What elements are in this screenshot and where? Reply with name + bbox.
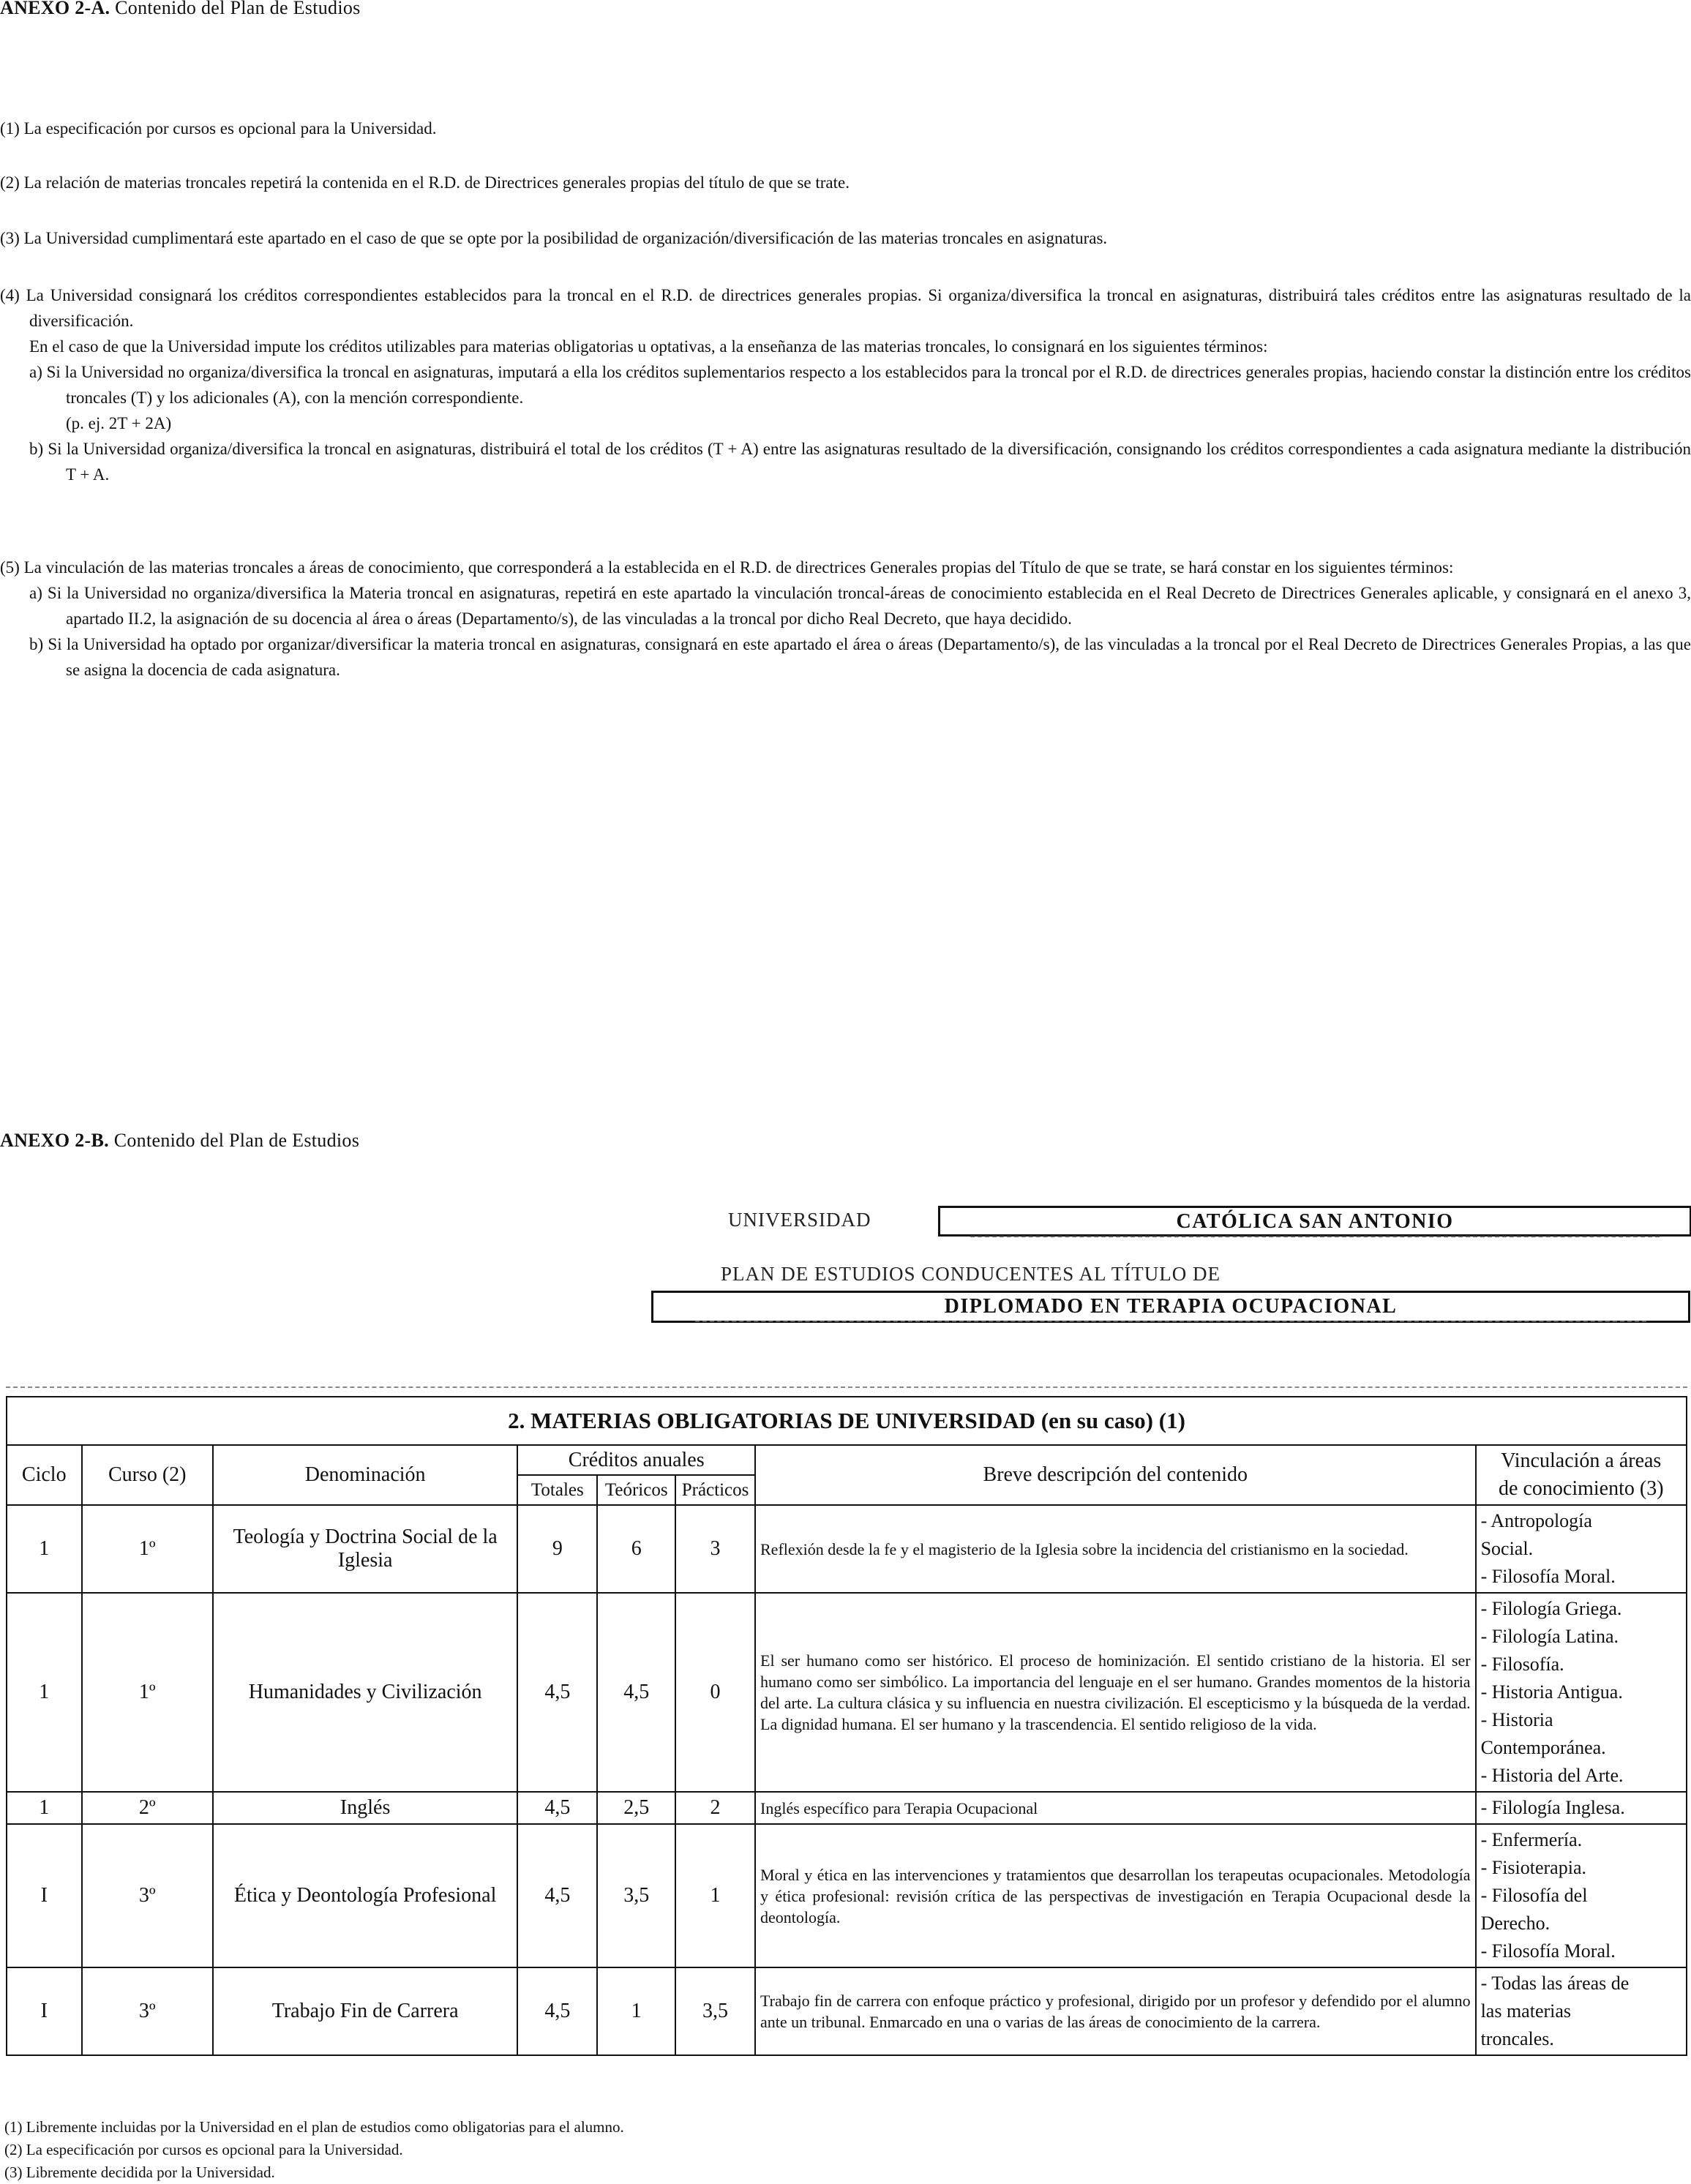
plan-label: PLAN DE ESTUDIOS CONDUCENTES AL TÍTULO DE	[721, 1263, 1221, 1285]
area-item: - Filología Inglesa.	[1480, 1797, 1625, 1818]
footnote-1: (1) Libremente incluidas por la Universidad en el plan de estudios como obligatorias para el alumno.	[4, 2118, 624, 2136]
header-curso: Curso (2)	[82, 1445, 213, 1505]
area-item: - Filosofía Moral.	[1480, 1566, 1616, 1587]
area-item: - Todas las áreas de	[1480, 1973, 1630, 1994]
table-row	[7, 1967, 1687, 2055]
anexo-b-title: Contenido del Plan de Estudios	[113, 1130, 360, 1151]
footnotes	[4, 2116, 624, 2184]
area-item: - Filosofía del	[1480, 1885, 1588, 1906]
cell-areas	[1476, 1505, 1687, 1593]
cell-curso: 1º	[82, 1505, 213, 1593]
anexo-b-label: ANEXO 2-B.	[0, 1130, 109, 1151]
cell-curso: 3º	[82, 1824, 213, 1967]
table-title: 2. MATERIAS OBLIGATORIAS DE UNIVERSIDAD (en su caso) (1)	[7, 1397, 1687, 1445]
header-totales: Totales	[517, 1475, 597, 1505]
table-row	[7, 1824, 1687, 1967]
area-item: - Filosofía.	[1480, 1654, 1564, 1675]
note-4-a: a) Si la Universidad no organiza/diversifica la troncal en asignaturas, imputará a ella los créditos suplementarios respecto a los establecidos para la troncal por el R.D. de directrices generales propias, haciendo constar la distinción entre los créditos troncales (T) y los adicionales (A), con la mención correspondiente.	[29, 363, 1691, 407]
cell-areas	[1476, 1967, 1687, 2055]
area-item: - Historia Antigua.	[1480, 1681, 1623, 1703]
note-3-wrap	[0, 225, 1691, 251]
table-row	[7, 1792, 1687, 1824]
cell-totales: 4,5	[517, 1967, 597, 2055]
cell-curso: 2º	[82, 1792, 213, 1824]
cell-totales: 4,5	[517, 1824, 597, 1967]
cell-teoricos: 6	[597, 1505, 675, 1593]
cell-ciclo: I	[7, 1967, 82, 2055]
area-item: - Filología Griega.	[1480, 1598, 1622, 1619]
cell-practicos: 3,5	[675, 1967, 755, 2055]
anexo-a-notes	[0, 116, 1691, 141]
note-4-wrap	[0, 282, 1691, 487]
cell-totales: 4,5	[517, 1792, 597, 1824]
cell-ciclo: I	[7, 1824, 82, 1967]
cell-areas	[1476, 1792, 1687, 1824]
header-ciclo: Ciclo	[7, 1445, 82, 1505]
plan-field	[651, 1291, 1690, 1323]
table-row	[7, 1593, 1687, 1792]
note-4-line-2: En el caso de que la Universidad impute los créditos utilizables para materias obligatorias u optativas, a la enseñanza de las materias troncales, lo consignará en los siguientes términos:	[29, 337, 1268, 356]
area-item: - Historia	[1480, 1709, 1553, 1730]
cell-practicos: 3	[675, 1505, 755, 1593]
cell-practicos: 1	[675, 1824, 755, 1967]
note-5-a: a) Si la Universidad no organiza/diversifica la Materia troncal en asignaturas, repetirá en este apartado la vinculación troncal-áreas de conocimiento establecida en el Real Decreto de Directrices Generales aplicable, y consignará en el anexo 3, apartado II.2, la asignación de su docencia al área o áreas (Departamento/s), de las vinculadas a la troncal por dicho Real Decreto, que haya decidido.	[29, 584, 1691, 628]
cell-areas	[1476, 1593, 1687, 1792]
note-5-wrap	[0, 555, 1691, 683]
header-teoricos: Teóricos	[597, 1475, 675, 1505]
cell-descripcion: Trabajo fin de carrera con enfoque práctico y profesional, dirigido por un profesor y defendido por el alumno ante un tribunal. Enmarcado en una o varias de las áreas de conocimiento de la carrera.	[755, 1967, 1476, 2055]
cell-curso: 3º	[82, 1967, 213, 2055]
cell-teoricos: 2,5	[597, 1792, 675, 1824]
anexo-a-label: ANEXO 2-A.	[0, 0, 110, 18]
plan-value: DIPLOMADO EN TERAPIA OCUPACIONAL	[695, 1293, 1647, 1322]
cell-teoricos: 1	[597, 1967, 675, 2055]
cell-descripcion: Reflexión desde la fe y el magisterio de la Iglesia sobre la incidencia del cristianismo en la sociedad.	[755, 1505, 1476, 1593]
cell-teoricos: 4,5	[597, 1593, 675, 1792]
cell-denominacion: Teología y Doctrina Social de la Iglesia	[213, 1505, 517, 1593]
cell-descripcion: El ser humano como ser histórico. El proceso de hominización. El sentido cristiano de la historia. El ser humano como ser simbólico. La importancia del lenguaje en el ser humano. Grandes momentos de la historia del arte. La cultura clásica y su influencia en nuestra civilización. El escepticismo y la búsqueda de la verdad. La dignidad humana. El ser humano y la trascendencia. El sentido religioso de la vida.	[755, 1593, 1476, 1792]
note-4-b: b) Si la Universidad organiza/diversifica la troncal en asignaturas, distribuirá el total de los créditos (T + A) entre las asignaturas resultado de la diversificación, consignando los créditos correspondientes a cada asignatura mediante la distribución T + A.	[29, 440, 1691, 484]
area-item: Derecho.	[1480, 1913, 1551, 1934]
area-item: - Historia del Arte.	[1480, 1765, 1624, 1786]
header-row-1	[7, 1445, 1687, 1475]
cell-teoricos: 3,5	[597, 1824, 675, 1967]
header-vinculacion-line-2: de conocimiento (3)	[1499, 1477, 1664, 1500]
table-title-row	[7, 1397, 1687, 1445]
area-item: - Filosofía Moral.	[1480, 1940, 1616, 1962]
header-creditos: Créditos anuales	[517, 1445, 755, 1475]
note-2: (2) La relación de materias troncales repetirá la contenida en el R.D. de Directrices generales propias del título de que se trate.	[0, 173, 850, 192]
header-denominacion: Denominación	[213, 1445, 517, 1505]
note-4-a-example: (p. ej. 2T + 2A)	[66, 414, 172, 432]
area-item: Contemporánea.	[1480, 1737, 1606, 1758]
cell-denominacion: Humanidades y Civilización	[213, 1593, 517, 1792]
header-vinculacion-line-1: Vinculación a áreas	[1501, 1449, 1662, 1472]
area-item: Social.	[1480, 1538, 1534, 1559]
note-4-line-1: (4) La Universidad consignará los créditos correspondientes establecidos para la troncal en el R.D. de directrices generales propias. Si organiza/diversifica la troncal en asignaturas, distribuirá tales créditos entre las asignaturas resultado de la diversificación.	[0, 286, 1691, 330]
table-top-separator	[6, 1386, 1687, 1388]
cell-ciclo: 1	[7, 1593, 82, 1792]
anexo-a-title: Contenido del Plan de Estudios	[115, 0, 361, 18]
cell-totales: 9	[517, 1505, 597, 1593]
area-item: - Antropología	[1480, 1510, 1592, 1531]
cell-descripcion: Moral y ética en las intervenciones y tratamientos que desarrollan los terapeutas ocupacionales. Metodología y ética profesional: revisión crítica de las perspectivas de investigación en Terapia Ocupacional desde la deontología.	[755, 1824, 1476, 1967]
cell-practicos: 2	[675, 1792, 755, 1824]
cell-totales: 4,5	[517, 1593, 597, 1792]
cell-denominacion: Ética y Deontología Profesional	[213, 1824, 517, 1967]
anexo-b-heading	[0, 1130, 359, 1152]
area-item: - Filología Latina.	[1480, 1626, 1619, 1647]
cell-practicos: 0	[675, 1593, 755, 1792]
area-item: - Enfermería.	[1480, 1829, 1583, 1850]
cell-curso: 1º	[82, 1593, 213, 1792]
note-5-line-1: (5) La vinculación de las materias troncales a áreas de conocimiento, que corresponderá a la establecida en el R.D. de directrices Generales propias del Título de que se trate, se hará constar en los siguientes términos:	[0, 558, 1454, 577]
cell-descripcion: Inglés específico para Terapia Ocupacional	[755, 1792, 1476, 1824]
table-row	[7, 1505, 1687, 1593]
cell-ciclo: 1	[7, 1505, 82, 1593]
cell-areas	[1476, 1824, 1687, 1967]
header-practicos: Prácticos	[675, 1475, 755, 1505]
note-2-wrap	[0, 170, 1691, 195]
cell-denominacion: Trabajo Fin de Carrera	[213, 1967, 517, 2055]
note-1: (1) La especificación por cursos es opcional para la Universidad.	[0, 119, 437, 138]
area-item: troncales.	[1480, 2028, 1554, 2049]
header-vinculacion	[1476, 1445, 1687, 1505]
universidad-field	[938, 1206, 1691, 1237]
footnote-3: (3) Libremente decidida por la Universidad.	[4, 2164, 275, 2181]
note-3: (3) La Universidad cumplimentará este apartado en el caso de que se opte por la posibilidad de organización/diversificación de las materias troncales en asignaturas.	[0, 229, 1108, 247]
materias-table	[6, 1396, 1687, 2056]
area-item: - Fisioterapia.	[1480, 1857, 1586, 1878]
universidad-label: UNIVERSIDAD	[728, 1209, 871, 1231]
area-item: las materias	[1480, 2000, 1572, 2022]
header-descripcion: Breve descripción del contenido	[755, 1445, 1476, 1505]
footnote-2: (2) La especificación por cursos es opcional para la Universidad.	[4, 2141, 403, 2158]
note-5-b: b) Si la Universidad ha optado por organizar/diversificar la materia troncal en asignaturas, consignará en este apartado el área o áreas (Departamento/s), de las vinculadas a la troncal por el Real Decreto de Directrices Generales Propias, a las que se asigna la docencia de cada asignatura.	[29, 635, 1691, 679]
anexo-a-heading	[0, 0, 361, 19]
cell-denominacion: Inglés	[213, 1792, 517, 1824]
universidad-value: CATÓLICA SAN ANTONIO	[970, 1208, 1660, 1237]
cell-ciclo: 1	[7, 1792, 82, 1824]
